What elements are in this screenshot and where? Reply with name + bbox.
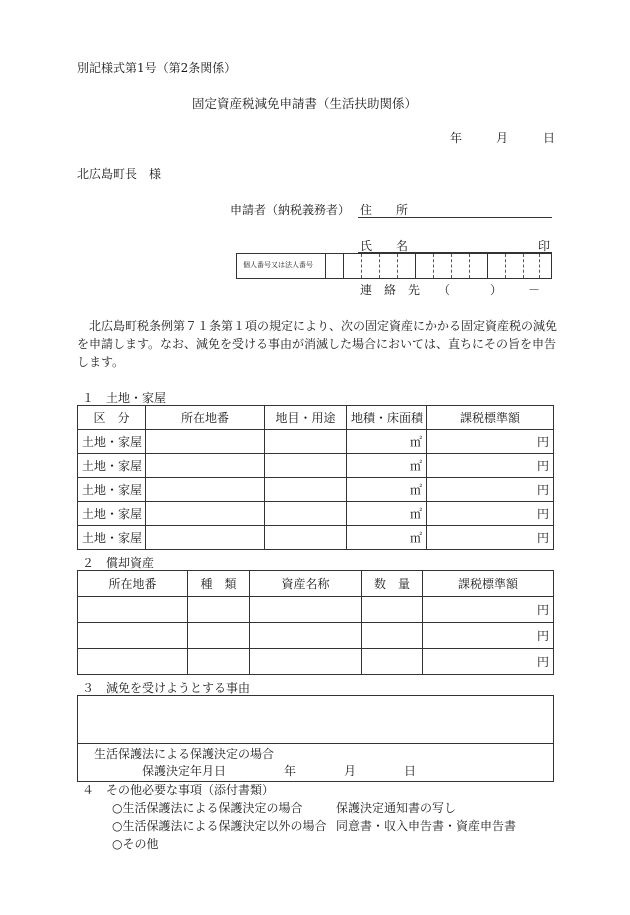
decision-day[interactable]: 日 bbox=[404, 764, 417, 778]
date-year[interactable]: 年 bbox=[450, 131, 463, 145]
reason-field[interactable] bbox=[78, 696, 554, 744]
header-land-use: 地目・用途 bbox=[265, 406, 347, 430]
type-cell[interactable] bbox=[188, 597, 250, 623]
location-cell[interactable] bbox=[146, 430, 265, 454]
header-category: 区 分 bbox=[78, 406, 146, 430]
address-label: 住 所 bbox=[360, 203, 409, 217]
section4-heading: ４ その他必要な事項（添付書類） bbox=[82, 783, 275, 797]
category-cell: 土地・家屋 bbox=[78, 430, 146, 454]
category-cell: 土地・家屋 bbox=[78, 454, 146, 478]
id-cell-divider bbox=[325, 254, 326, 278]
category-cell: 土地・家屋 bbox=[78, 502, 146, 526]
header-area: 地積・床面積 bbox=[347, 406, 427, 430]
land-building-table bbox=[77, 405, 554, 550]
attachment-case: ○生活保護法による保護決定以外の場合 bbox=[112, 819, 327, 833]
date-day[interactable]: 日 bbox=[543, 131, 556, 145]
tax-base-cell[interactable]: 円 bbox=[423, 649, 554, 675]
type-cell[interactable] bbox=[188, 649, 250, 675]
quantity-cell[interactable] bbox=[362, 623, 423, 649]
section1-heading: １ 土地・家屋 bbox=[82, 391, 167, 405]
intro-line-2: を申請します。なお、減免を受ける事由が消滅した場合においては、直ちにその旨を申告 bbox=[77, 337, 557, 351]
area-cell[interactable]: ㎡ bbox=[347, 526, 427, 550]
id-cell-divider bbox=[469, 254, 470, 278]
decision-year[interactable]: 年 bbox=[284, 764, 297, 778]
id-cell-divider bbox=[397, 254, 398, 278]
attachment-docs: 同意書・収入申告書・資産申告書 bbox=[336, 819, 517, 833]
header-asset-name: 資産名称 bbox=[250, 571, 362, 597]
attachment-case: ○その他 bbox=[112, 837, 159, 851]
tax-base-cell[interactable]: 円 bbox=[427, 526, 554, 550]
id-cell-divider bbox=[539, 254, 540, 278]
location-cell[interactable] bbox=[146, 502, 265, 526]
form-reference: 別記様式第1号（第2条関係） bbox=[77, 61, 237, 75]
table-row bbox=[78, 623, 554, 649]
id-cell-divider bbox=[361, 254, 362, 278]
id-cell-divider bbox=[451, 254, 452, 278]
quantity-cell[interactable] bbox=[362, 649, 423, 675]
id-cell-divider bbox=[343, 254, 344, 278]
attachment-docs: 保護決定通知書の写し bbox=[336, 801, 457, 815]
name-label: 氏 名 bbox=[360, 239, 409, 253]
contact-label: 連 絡 先 bbox=[360, 283, 421, 297]
land-use-cell[interactable] bbox=[265, 502, 347, 526]
intro-line-1: 北広島町税条例第７１条第１項の規定により、次の固定資産にかかる固定資産税の減免 bbox=[77, 319, 558, 333]
decision-month[interactable]: 月 bbox=[344, 764, 357, 778]
header-type: 種 類 bbox=[188, 571, 250, 597]
land-use-cell[interactable] bbox=[265, 478, 347, 502]
land-use-cell[interactable] bbox=[265, 454, 347, 478]
section2-heading: ２ 償却資産 bbox=[82, 556, 155, 570]
asset-name-cell[interactable] bbox=[250, 597, 362, 623]
tax-base-cell[interactable]: 円 bbox=[427, 478, 554, 502]
id-cell-divider bbox=[433, 254, 434, 278]
id-cell-divider bbox=[523, 254, 524, 278]
location-cell[interactable] bbox=[146, 478, 265, 502]
id-cell-divider bbox=[379, 254, 380, 278]
addressee: 北広島町長 様 bbox=[77, 167, 162, 181]
location-cell[interactable] bbox=[78, 623, 188, 649]
header-tax-base: 課税標準額 bbox=[427, 406, 554, 430]
table-row bbox=[78, 649, 554, 675]
address-field[interactable] bbox=[358, 217, 552, 218]
tax-base-cell[interactable]: 円 bbox=[427, 502, 554, 526]
header-location: 所在地番 bbox=[78, 571, 188, 597]
location-cell[interactable] bbox=[146, 526, 265, 550]
tax-base-cell[interactable]: 円 bbox=[427, 430, 554, 454]
reason-box bbox=[77, 695, 554, 782]
depreciable-assets-table bbox=[77, 570, 554, 675]
type-cell[interactable] bbox=[188, 623, 250, 649]
asset-name-cell[interactable] bbox=[250, 649, 362, 675]
id-cell-divider bbox=[505, 254, 506, 278]
area-cell[interactable]: ㎡ bbox=[347, 502, 427, 526]
land-use-cell[interactable] bbox=[265, 526, 347, 550]
form-title: 固定資産税減免申請書（生活扶助関係） bbox=[192, 96, 418, 111]
contact-close-paren: ） bbox=[490, 283, 503, 297]
contact-open-paren: （ bbox=[438, 283, 451, 297]
tax-base-cell[interactable]: 円 bbox=[423, 597, 554, 623]
location-cell[interactable] bbox=[146, 454, 265, 478]
table-row bbox=[78, 454, 554, 478]
seal-mark: 印 bbox=[538, 239, 551, 253]
location-cell[interactable] bbox=[78, 597, 188, 623]
header-tax-base: 課税標準額 bbox=[423, 571, 554, 597]
area-cell[interactable]: ㎡ bbox=[347, 454, 427, 478]
area-cell[interactable]: ㎡ bbox=[347, 430, 427, 454]
contact-dash: － bbox=[528, 283, 541, 297]
id-cell-divider bbox=[487, 254, 488, 278]
attachment-case: ○生活保護法による保護決定の場合 bbox=[112, 801, 303, 815]
asset-name-cell[interactable] bbox=[250, 623, 362, 649]
applicant-label: 申請者（納税義務者） bbox=[230, 203, 351, 217]
tax-base-cell[interactable]: 円 bbox=[423, 623, 554, 649]
table-row bbox=[78, 597, 554, 623]
id-number-label: 個人番号又は法人番号 bbox=[243, 261, 313, 269]
location-cell[interactable] bbox=[78, 649, 188, 675]
welfare-decision-label: 生活保護法による保護決定の場合 bbox=[94, 747, 275, 761]
header-quantity: 数 量 bbox=[362, 571, 423, 597]
date-month[interactable]: 月 bbox=[496, 131, 509, 145]
id-number-box[interactable] bbox=[236, 253, 552, 279]
id-cell-divider bbox=[415, 254, 416, 278]
header-location: 所在地番 bbox=[146, 406, 265, 430]
category-cell: 土地・家屋 bbox=[78, 478, 146, 502]
intro-line-3: します。 bbox=[77, 355, 125, 369]
category-cell: 土地・家屋 bbox=[78, 526, 146, 550]
section3-heading: ３ 減免を受けようとする事由 bbox=[82, 681, 251, 695]
table-row bbox=[78, 526, 554, 550]
tax-base-cell[interactable]: 円 bbox=[427, 454, 554, 478]
table-row bbox=[78, 430, 554, 454]
welfare-decision-cell bbox=[78, 744, 554, 782]
decision-date-label: 保護決定年月日 bbox=[142, 764, 227, 778]
table-row bbox=[78, 478, 554, 502]
quantity-cell[interactable] bbox=[362, 597, 423, 623]
area-cell[interactable]: ㎡ bbox=[347, 478, 427, 502]
land-use-cell[interactable] bbox=[265, 430, 347, 454]
table-row bbox=[78, 502, 554, 526]
